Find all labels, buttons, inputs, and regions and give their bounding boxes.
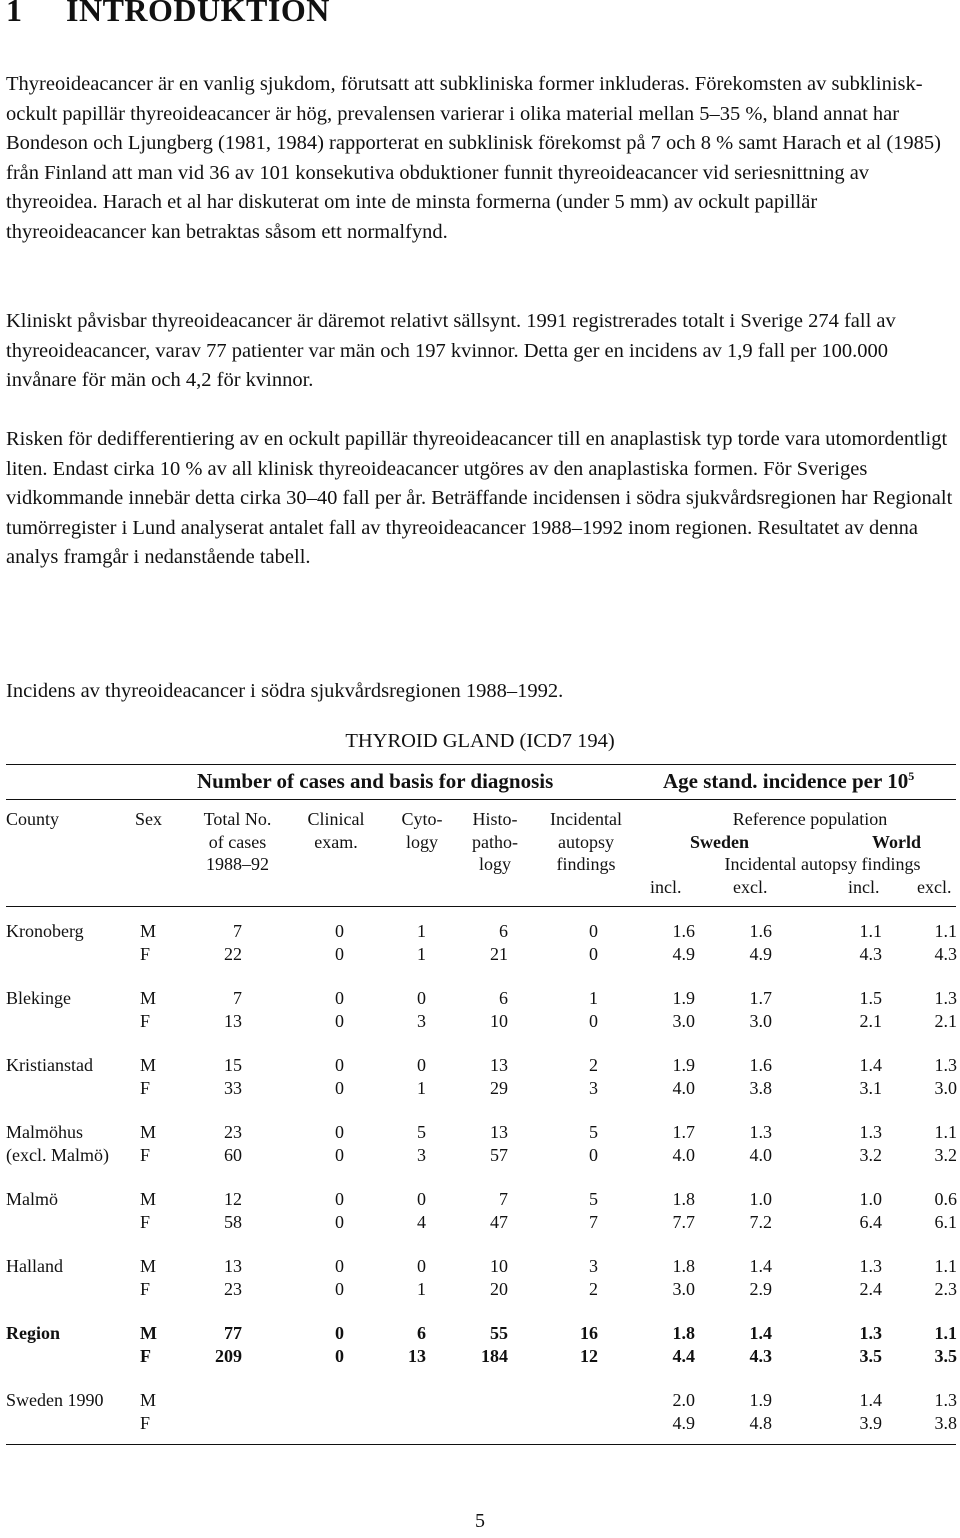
cell-clin: 0 — [335, 1345, 344, 1366]
cell-inc: 5 — [589, 1122, 598, 1142]
cell-cyto: 3 — [417, 1010, 426, 1031]
cell-wi: 1.1 — [859, 921, 882, 941]
sex-cell: F — [140, 1412, 151, 1433]
col-header-incidental: autopsy — [558, 831, 614, 852]
cell-cyto: 1 — [417, 1077, 426, 1098]
cell-total: 33 — [224, 1077, 242, 1098]
cell-swe: 1.6 — [749, 921, 772, 941]
cell-histo: 57 — [490, 1144, 508, 1165]
sex-cell: M — [140, 1122, 157, 1142]
cell-cyto: 3 — [417, 1144, 426, 1165]
section-title: INTRODUKTION — [66, 0, 330, 28]
col-header-sex: Sex — [135, 809, 162, 829]
sex-cell: M — [140, 921, 157, 941]
col-header-ref-pop: Reference population — [732, 809, 888, 829]
cell-cyto: 0 — [417, 1055, 426, 1075]
cell-clin: 0 — [335, 1189, 344, 1209]
cell-swi: 1.7 — [672, 1122, 695, 1142]
cell-total: 23 — [224, 1278, 242, 1299]
group-header-incidence: Age stand. incidence per $10^5$ — [663, 769, 915, 793]
cell-inc: 3 — [589, 1256, 598, 1276]
cell-swe: 7.2 — [749, 1211, 772, 1232]
col-header-clinical: exam. — [314, 831, 358, 852]
sex-cell: F — [140, 1345, 151, 1366]
cell-we: 2.1 — [934, 1010, 957, 1031]
cell-inc: 7 — [589, 1211, 598, 1232]
county-name: Blekinge — [6, 988, 71, 1008]
cell-clin: 0 — [335, 943, 344, 964]
cell-swe: 3.0 — [749, 1010, 772, 1031]
cell-total: 23 — [224, 1122, 242, 1142]
cell-cyto: 5 — [417, 1122, 426, 1142]
table-title: THYROID GLAND (ICD7 194) — [345, 730, 615, 752]
group-header-cases: Number of cases and basis for diagnosis — [197, 769, 554, 793]
cell-we: 3.5 — [934, 1345, 957, 1366]
cell-swe: 1.4 — [749, 1256, 772, 1276]
cell-swe: 4.3 — [749, 1345, 772, 1366]
cell-histo: 47 — [490, 1211, 508, 1232]
cell-clin: 0 — [335, 1278, 344, 1299]
cell-total: 77 — [224, 1323, 242, 1343]
cell-inc: 0 — [589, 921, 598, 941]
cell-cyto: 0 — [417, 1256, 426, 1276]
sex-cell: F — [140, 1010, 151, 1031]
cell-histo: 10 — [490, 1256, 508, 1276]
cell-histo: 7 — [499, 1189, 508, 1209]
cell-swi: 2.0 — [672, 1390, 695, 1410]
cell-inc: 0 — [589, 1144, 598, 1165]
cell-cyto: 1 — [417, 921, 426, 941]
cell-histo: 13 — [490, 1122, 508, 1142]
cell-swi: 7.7 — [672, 1211, 695, 1232]
sex-cell: M — [140, 1323, 157, 1343]
cell-swe: 2.9 — [749, 1278, 772, 1299]
sex-cell: F — [140, 1077, 151, 1098]
county-name: Kronoberg — [6, 921, 84, 941]
cell-swi: 4.4 — [672, 1345, 695, 1366]
table-caption: Incidens av thyreoideacancer i södra sjukvårdsregionen 1988–1992. — [6, 680, 564, 702]
cell-wi: 1.5 — [859, 988, 882, 1008]
cell-histo: 29 — [490, 1077, 508, 1098]
paragraph-3: Risken för dedifferentiering av en ockult papillär thyreoideacancer till en anaplastisk typ torde vara utomordentligt liten. Endast cirka 10 % av all klinisk thyreoideacancer utgöres av den anaplastiska formen. För Sveriges vidkommande innebär detta cirka 30–40 fall per år. Beträffande incidensen i södra sjukvårdsregionen har Regionalt tumörregister i Lund analyserat antalet fall av thyreoideacancer 1988–1992 inom regionen. Resultatet av denna analys framgår i nedanstående tabell. — [6, 428, 953, 568]
cell-inc: 16 — [580, 1323, 598, 1343]
county-name: Region — [6, 1323, 60, 1343]
cell-swe: 1.0 — [749, 1189, 772, 1209]
cell-cyto: 0 — [417, 1189, 426, 1209]
cell-wi: 2.4 — [859, 1278, 882, 1299]
cell-inc: 2 — [589, 1278, 598, 1299]
cell-swi: 4.9 — [672, 943, 695, 964]
cell-cyto: 1 — [417, 943, 426, 964]
county-name: Kristianstad — [6, 1055, 93, 1075]
table-header-rule — [6, 799, 956, 800]
cell-we: 6.1 — [934, 1211, 957, 1232]
cell-swi: 4.9 — [672, 1412, 695, 1433]
col-header-cyto: logy — [405, 831, 438, 852]
col-header-incidental: Incidental — [550, 809, 622, 829]
cell-total: 209 — [215, 1345, 242, 1366]
cell-histo: 10 — [490, 1010, 508, 1031]
cell-total: 7 — [233, 988, 242, 1008]
paragraph-2: Kliniskt påvisbar thyreoideacancer är däremot relativt sällsynt. 1991 registrerades totalt i Sverige 274 fall av thyreoideacancer, varav 77 patienter var män och 197 kvinnor. Detta ger en incidens av 1,9 fall per 100.000 invånare för män och 4,2 för kvinnor. — [6, 310, 896, 391]
cell-total: 60 — [224, 1144, 242, 1165]
cell-wi: 3.2 — [859, 1144, 882, 1165]
col-header-histo: patho- — [472, 831, 518, 852]
col-header-excl: excl. — [733, 877, 768, 897]
county-name: Sweden 1990 — [6, 1390, 104, 1410]
col-header-total: Total No. — [203, 809, 272, 829]
sex-cell: M — [140, 1189, 157, 1209]
cell-histo: 184 — [481, 1345, 508, 1366]
col-header-histo: logy — [478, 854, 511, 874]
cell-swe: 1.3 — [749, 1122, 772, 1142]
col-header-incidental: findings — [556, 854, 616, 874]
cell-wi: 1.3 — [859, 1122, 882, 1142]
col-header-total: 1988–92 — [206, 854, 269, 874]
section-heading — [6, 0, 330, 29]
cell-wi: 3.9 — [859, 1412, 882, 1433]
col-header-total: of cases — [208, 831, 267, 852]
sex-cell: M — [140, 1055, 157, 1075]
col-header-clinical: Clinical — [307, 809, 365, 829]
table-top-rule — [6, 764, 956, 765]
cell-swi: 3.0 — [672, 1278, 695, 1299]
cell-histo: 20 — [490, 1278, 508, 1299]
cell-clin: 0 — [335, 1055, 344, 1075]
col-header-histo: Histo- — [472, 809, 518, 829]
sex-cell: M — [140, 1256, 157, 1276]
cell-histo: 21 — [490, 943, 508, 964]
table-header-bottom-rule — [6, 906, 956, 907]
sex-cell: F — [140, 1144, 151, 1165]
cell-swe: 1.9 — [749, 1390, 772, 1410]
cell-clin: 0 — [335, 988, 344, 1008]
cell-wi: 4.3 — [859, 943, 882, 964]
col-header-excl: excl. — [917, 877, 952, 897]
col-header-incidental-autopsy: Incidental autopsy findings — [724, 854, 921, 874]
cell-swi: 4.0 — [672, 1144, 695, 1165]
col-header-incl: incl. — [650, 877, 682, 897]
cell-total: 7 — [233, 921, 242, 941]
cell-total: 13 — [224, 1010, 242, 1031]
sex-cell: M — [140, 988, 157, 1008]
cell-clin: 0 — [335, 1010, 344, 1031]
page-number: 5 — [475, 1510, 485, 1532]
paragraph-1: Thyreoideacancer är en vanlig sjukdom, förutsatt att subkliniska former inkluderas. Förekomsten av subklinisk-ockult papillär thyreoideacancer är hög, prevalensen varierar i olika material mellan 5–35 %, bland annat har Bondeson och Ljungberg (1981, 1984) rapporterat en subklinisk förekomst på 7 och 8 % samt Harach et al (1985) från Finland att man vid 36 av 101 konsekutiva obduktioner funnit thyreoideacancer vid seriesnittning av thyreoidea. Harach et al har diskuterat om inte de minsta formerna (under 5 mm) av ockult papillär thyreoideacancer kan betraktas såsom ett normalfynd. — [6, 73, 941, 243]
cell-clin: 0 — [335, 1144, 344, 1165]
cell-cyto: 1 — [417, 1278, 426, 1299]
cell-swi: 1.8 — [672, 1189, 695, 1209]
sex-cell: M — [140, 1390, 157, 1410]
cell-swe: 1.6 — [749, 1055, 772, 1075]
cell-histo: 13 — [490, 1055, 508, 1075]
cell-wi: 1.3 — [859, 1256, 882, 1276]
cell-swe: 4.8 — [749, 1412, 772, 1433]
cell-swi: 1.9 — [672, 1055, 695, 1075]
cell-we: 3.2 — [934, 1144, 957, 1165]
cell-histo: 55 — [490, 1323, 508, 1343]
cell-wi: 3.1 — [859, 1077, 882, 1098]
cell-clin: 0 — [335, 1323, 344, 1343]
county-name: Malmöhus — [6, 1122, 84, 1142]
col-header-incl: incl. — [848, 877, 880, 897]
cell-we: 1.1 — [934, 1323, 957, 1343]
cell-clin: 0 — [335, 1211, 344, 1232]
cell-swi: 1.9 — [672, 988, 695, 1008]
cell-we: 1.1 — [934, 921, 957, 941]
cell-wi: 1.4 — [859, 1390, 882, 1410]
cell-inc: 12 — [580, 1345, 598, 1366]
col-header-county: County — [6, 809, 60, 829]
cell-swi: 1.8 — [672, 1256, 695, 1276]
table-bottom-rule — [6, 1444, 956, 1445]
cell-we: 1.3 — [934, 1055, 957, 1075]
county-name: Malmö — [6, 1189, 58, 1209]
cell-histo: 6 — [499, 921, 508, 941]
cell-swe: 4.9 — [749, 943, 772, 964]
county-name: (excl. Malmö) — [6, 1144, 109, 1165]
cell-inc: 0 — [589, 943, 598, 964]
cell-clin: 0 — [335, 921, 344, 941]
cell-we: 1.1 — [934, 1256, 957, 1276]
cell-clin: 0 — [335, 1256, 344, 1276]
county-name: Halland — [6, 1256, 63, 1276]
cell-we: 3.0 — [934, 1077, 957, 1098]
sex-cell: F — [140, 1211, 151, 1232]
cell-cyto: 6 — [417, 1323, 426, 1343]
cell-wi: 3.5 — [859, 1345, 882, 1366]
cell-wi: 6.4 — [859, 1211, 882, 1232]
sex-cell: F — [140, 1278, 151, 1299]
cell-clin: 0 — [335, 1077, 344, 1098]
cell-total: 12 — [224, 1189, 242, 1209]
cell-we: 1.1 — [934, 1122, 957, 1142]
cell-cyto: 4 — [417, 1211, 426, 1232]
cell-swi: 3.0 — [672, 1010, 695, 1031]
section-number: 1 — [6, 0, 23, 28]
cell-swe: 3.8 — [749, 1077, 772, 1098]
cell-wi: 1.4 — [859, 1055, 882, 1075]
cell-inc: 5 — [589, 1189, 598, 1209]
cell-inc: 1 — [589, 988, 598, 1008]
cell-swi: 1.8 — [672, 1323, 695, 1343]
cell-total: 15 — [224, 1055, 242, 1075]
col-header-sweden: Sweden — [690, 832, 750, 852]
col-header-cyto: Cyto- — [401, 809, 443, 829]
cell-we: 3.8 — [934, 1412, 957, 1433]
cell-cyto: 0 — [417, 988, 426, 1008]
cell-we: 1.3 — [934, 988, 957, 1008]
cell-swe: 4.0 — [749, 1144, 772, 1165]
cell-total: 13 — [224, 1256, 242, 1276]
cell-we: 0.6 — [934, 1189, 957, 1209]
cell-total: 58 — [224, 1211, 242, 1232]
col-header-world: World — [872, 832, 922, 852]
cell-clin: 0 — [335, 1122, 344, 1142]
cell-wi: 1.3 — [859, 1323, 882, 1343]
sex-cell: F — [140, 943, 151, 964]
cell-wi: 1.0 — [859, 1189, 882, 1209]
cell-wi: 2.1 — [859, 1010, 882, 1031]
cell-swe: 1.4 — [749, 1323, 772, 1343]
cell-we: 1.3 — [934, 1390, 957, 1410]
cell-swi: 1.6 — [672, 921, 695, 941]
cell-swe: 1.7 — [749, 988, 772, 1008]
cell-inc: 3 — [589, 1077, 598, 1098]
cell-histo: 6 — [499, 988, 508, 1008]
cell-swi: 4.0 — [672, 1077, 695, 1098]
cell-cyto: 13 — [408, 1345, 426, 1366]
cell-inc: 2 — [589, 1055, 598, 1075]
cell-inc: 0 — [589, 1010, 598, 1031]
cell-we: 2.3 — [934, 1278, 957, 1299]
cell-we: 4.3 — [934, 943, 957, 964]
cell-total: 22 — [224, 943, 242, 964]
